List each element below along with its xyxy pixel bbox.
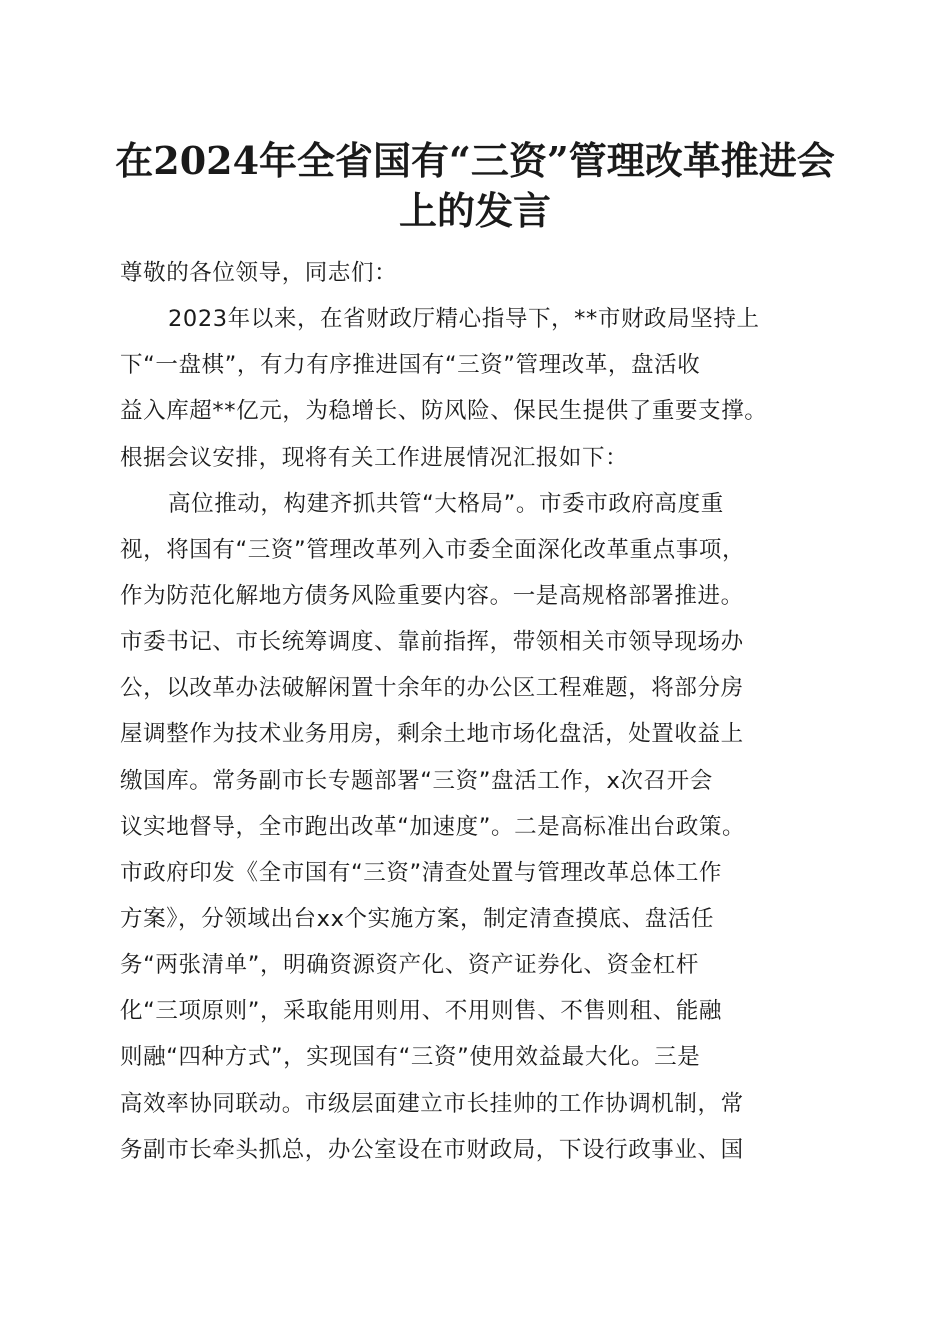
body-lines bbox=[120, 296, 840, 1173]
body-line: 则融“四种方式”，实现国有“三资”使用效益最大化。三是 bbox=[120, 1044, 701, 1071]
title-line-1: 在2024年全省国有“三资”管理改革推进会 bbox=[115, 138, 835, 183]
salutation: 尊敬的各位领导，同志们： bbox=[120, 260, 398, 286]
body-line: 务副市长牵头抓总，办公室设在市财政局，下设行政事业、国 bbox=[120, 1136, 744, 1163]
body-line: 下“一盘棋”，有力有序推进国有“三资”管理改革，盘活收 bbox=[120, 352, 701, 379]
document-title bbox=[100, 136, 850, 236]
body-line: 缴国库。常务副市长专题部署“三资”盘活工作，x次召开会 bbox=[120, 767, 713, 794]
body-line: 视，将国有“三资”管理改革列入市委全面深化改革重点事项， bbox=[120, 536, 746, 563]
body-line: 高位推动，构建齐抓共管“大格局”。市委市政府高度重 bbox=[168, 490, 724, 517]
body-line: 市委书记、市长统筹调度、靠前指挥，带领相关市领导现场办 bbox=[120, 629, 744, 656]
body-line: 议实地督导，全市跑出改革“加速度”。二是高标准出台政策。 bbox=[120, 813, 746, 840]
body-line: 化“三项原则”，采取能用则用、不用则售、不售则租、能融 bbox=[120, 998, 723, 1025]
body-line: 高效率协同联动。市级层面建立市长挂帅的工作协调机制，常 bbox=[120, 1090, 744, 1117]
title-line-2: 上的发言 bbox=[398, 188, 551, 233]
body-line: 市政府印发《全市国有“三资”清查处置与管理改革总体工作 bbox=[120, 859, 723, 886]
body-line: 根据会议安排，现将有关工作进展情况汇报如下： bbox=[120, 444, 629, 471]
document-body bbox=[120, 250, 840, 1173]
body-line: 务“两张清单”，明确资源资产化、资产证券化、资金杠杆 bbox=[120, 952, 699, 979]
body-line: 屋调整作为技术业务用房，剩余土地市场化盘活，处置收益上 bbox=[120, 721, 744, 748]
body-line: 作为防范化解地方债务风险重要内容。一是高规格部署推进。 bbox=[120, 582, 744, 609]
body-line: 2023年以来，在省财政厅精心指导下，**市财政局坚持上 bbox=[168, 306, 760, 333]
body-line: 公，以改革办法破解闲置十余年的办公区工程难题，将部分房 bbox=[120, 675, 744, 702]
body-line: 益入库超**亿元，为稳增长、防风险、保民生提供了重要支撑。 bbox=[120, 398, 768, 425]
body-line: 方案》，分领域出台xx个实施方案，制定清查摸底、盘活任 bbox=[120, 905, 715, 932]
